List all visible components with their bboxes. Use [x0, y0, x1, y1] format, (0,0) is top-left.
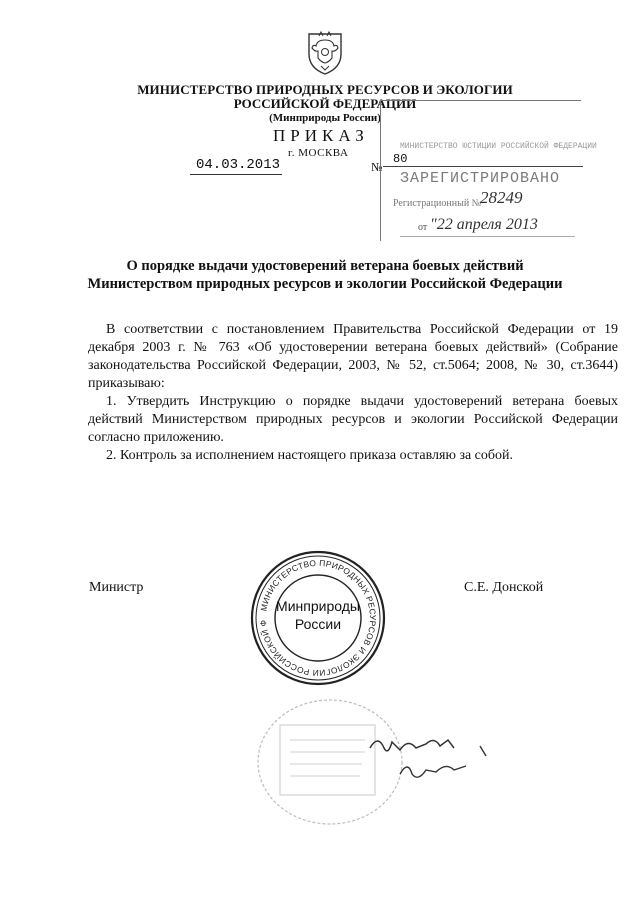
registration-number: 28249 [480, 188, 523, 207]
document-type-title: ПРИКАЗ [273, 126, 369, 145]
registration-date-prefix: от [418, 222, 428, 233]
body-paragraph-preamble: В соответствии с постановлением Правительства Российской Федерации от 19 декабря 2003 г. № 763 «Об удостоверении ветерана боевых действий» (Собрание законодательства Российской Федерации, 2003, № 52, ст.5064; 2008, № 30, ст.3644) приказываю: [88, 322, 618, 391]
registration-stamp-title: ЗАРЕГИСТРИРОВАНО [400, 170, 561, 187]
coat-of-arms-icon [303, 26, 347, 76]
signer-position: Министр [89, 580, 144, 595]
seal-ring-text: МИНИСТЕРСТВО ПРИРОДНЫХ РЕСУРСОВ И ЭКОЛОГИИ РОССИЙСКОЙ Ф [257, 557, 379, 679]
document-number: 80 [393, 152, 408, 166]
subject-line2: Министерством природных ресурсов и экологии Российской Федерации [87, 276, 563, 292]
document-date: 04.03.2013 [196, 157, 281, 173]
registration-stamp-header: МИНИСТЕРСТВО ЮСТИЦИИ РОССИЙСКОЙ ФЕДЕРАЦИИ [400, 142, 597, 151]
ministry-short-name: (Минприроды России) [269, 112, 381, 124]
registration-number-label: Регистрационный № [393, 198, 482, 209]
approval-stamp-icon [250, 690, 510, 840]
document-subject [70, 257, 580, 293]
date-underline [190, 174, 282, 175]
seal-center-line2: России [294, 616, 342, 632]
document-city: г. МОСКВА [288, 147, 349, 159]
registration-underline [400, 236, 575, 237]
official-seal [248, 548, 388, 688]
body-paragraph-item2: 2. Контроль за исполнением настоящего приказа оставляю за собой. [106, 448, 514, 463]
registration-date: "22 апреля 2013 [430, 216, 538, 233]
ministry-name-line2: РОССИЙСКОЙ ФЕДЕРАЦИИ [233, 96, 417, 111]
body-paragraph-item1: 1. Утвердить Инструкцию о порядке выдачи удостоверений ветерана боевых действий Министерством природных ресурсов и экологии Российской Федерации согласно приложению. [88, 394, 618, 445]
subject-line1: О порядке выдачи удостоверений ветерана боевых действий [126, 258, 524, 274]
number-sign: № [371, 160, 383, 174]
signer-name: С.Е. Донской [464, 580, 544, 595]
ministry-name-line1: МИНИСТЕРСТВО ПРИРОДНЫХ РЕСУРСОВ И ЭКОЛОГИИ [137, 82, 513, 97]
seal-center-line1: Минприроды [276, 598, 360, 614]
